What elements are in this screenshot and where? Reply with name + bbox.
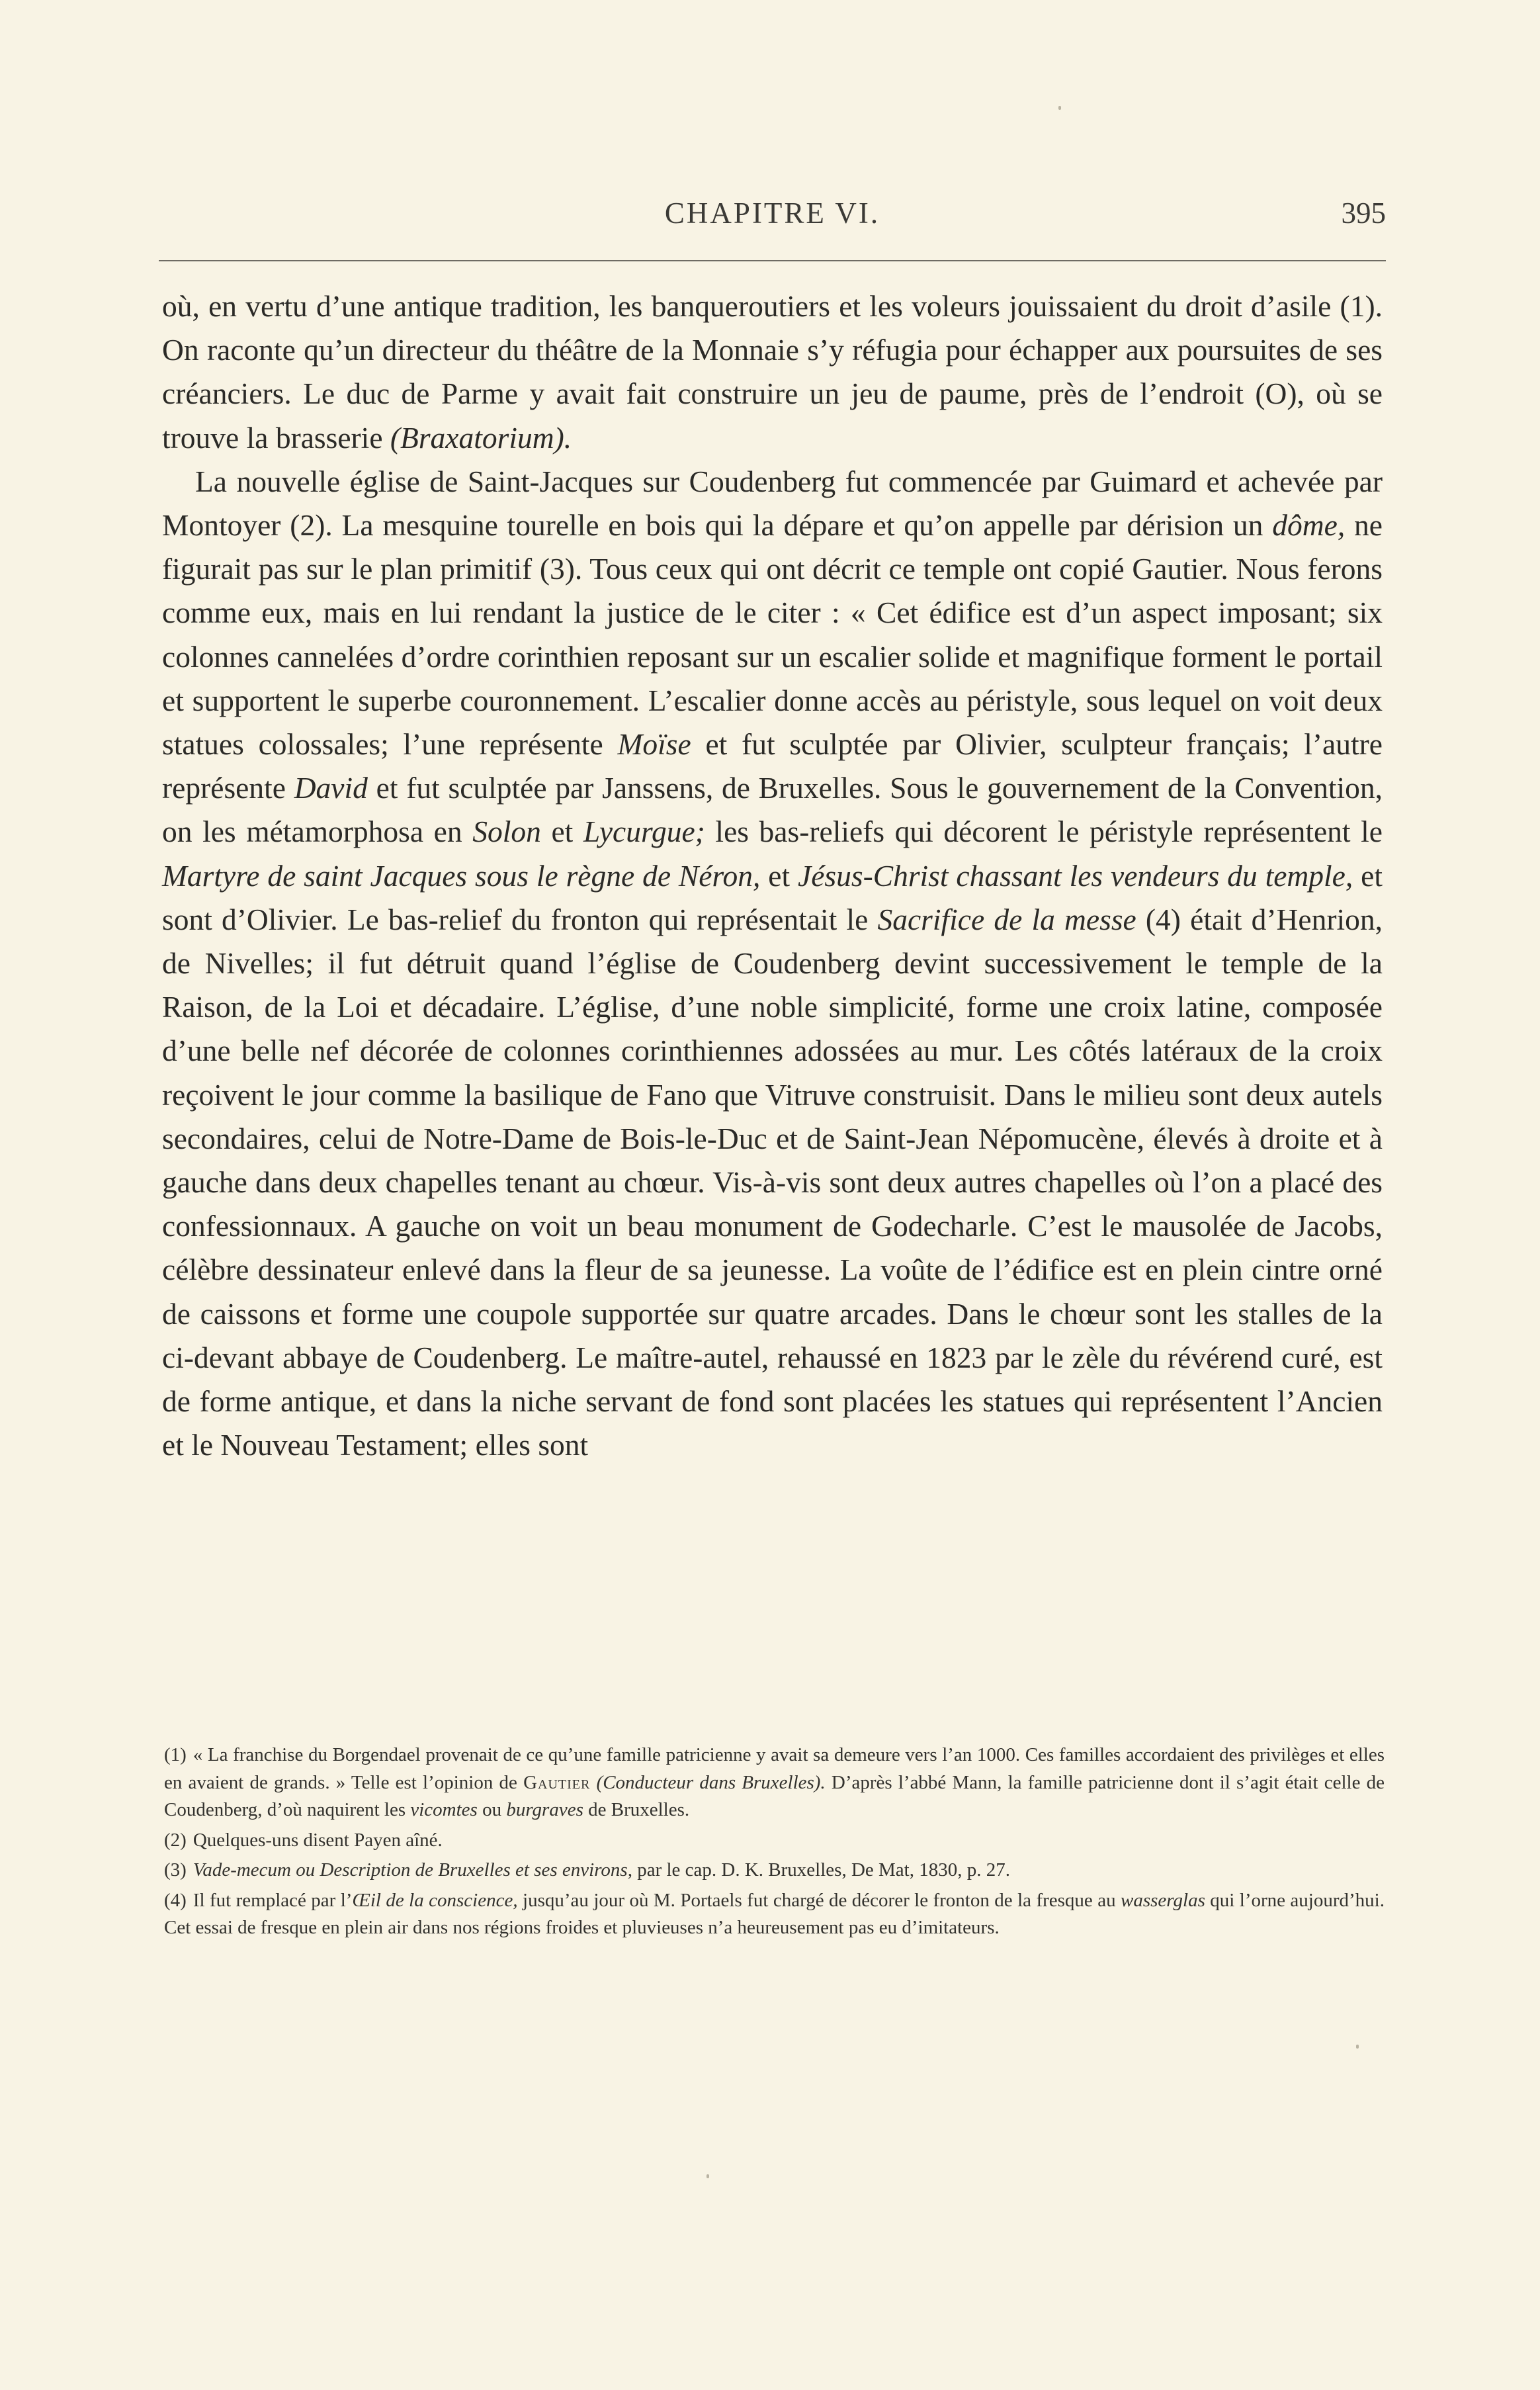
page-number: 395: [1341, 197, 1386, 230]
text-run: « La franchise du Borgendael provenait de ce qu’une famille patricienne y avait sa demeure vers l’an 1000. Ces familles accordaient des privilèges et elles en avaient de grands. » Telle est l’opinion de: [164, 1744, 1385, 1793]
italic-run: wasserglas: [1121, 1889, 1205, 1911]
text-run: jusqu’au jour où M. Portaels fut chargé de décorer le fronton de la fresque au: [517, 1889, 1121, 1911]
footnotes: [164, 1742, 1385, 1945]
italic-run: (Conducteur dans Bruxelles).: [596, 1771, 826, 1793]
italic-run: Sacrifice de la messe: [877, 902, 1136, 936]
footnote-marker: (2): [164, 1829, 187, 1851]
text-run: par le cap. D. K. Bruxelles, De Mat, 1830, p. 27.: [632, 1859, 1010, 1881]
text-run: Quelques-uns disent Payen aîné.: [192, 1829, 443, 1851]
running-head: [159, 196, 1386, 242]
header-rule: [159, 260, 1386, 261]
author-name: Gautier: [523, 1771, 591, 1793]
italic-run: Œil de la conscience,: [352, 1889, 518, 1911]
text-run: La nouvelle église de Saint-Jacques sur Coudenberg fut commencée par Guimard et achevée par Montoyer (2). La mesquine tourelle en bois qui la dépare et qu’on appelle par dérision un: [162, 464, 1383, 543]
footnote-marker: (4): [164, 1889, 187, 1911]
chapter-title: CHAPITRE VI.: [664, 197, 880, 230]
text-run: et fut sculptée par Janssens, de Bruxelles. Sous le gouvernement de la Convention, on les métamorphosa en: [162, 771, 1383, 849]
text-run: et: [760, 858, 798, 893]
text-run: de Bruxelles.: [583, 1799, 690, 1820]
text-run: où, en vertu d’une antique tradition, les banqueroutiers et les voleurs jouissaient du droit d’asile (1). On raconte qu’un directeur du théâtre de la Monnaie s’y réfugia pour échapper aux poursuites de ses créanciers. Le duc de Parme y avait fait construire un jeu de paume, près de l’endroit (O), où se trouve la brasserie: [162, 289, 1383, 455]
italic-run: burgraves: [506, 1799, 583, 1820]
footnote-marker: (3): [164, 1859, 187, 1881]
text-run: D’après l’abbé Mann, la famille patricienne dont il s’agit était celle de Coudenberg, d’où naquirent les: [164, 1771, 1385, 1820]
text-run: ou: [477, 1799, 507, 1820]
main-text: [162, 285, 1383, 1467]
text-run: qui l’orne aujourd’hui. Cet essai de fresque en plein air dans nos régions froides et pluvieuses n’a heureusement pas eu d’imitateurs.: [164, 1889, 1385, 1938]
text-run: et: [540, 815, 583, 849]
italic-run: David: [294, 771, 368, 805]
italic-run: Vade-mecum ou Description de Bruxelles et ses environs,: [192, 1859, 632, 1881]
italic-run: dôme,: [1272, 508, 1346, 543]
italic-run: (Braxatorium).: [390, 420, 572, 455]
text-run: et sont d’Olivier. Le bas-relief du fronton qui représentait le: [162, 858, 1383, 936]
footnote-4: [164, 1887, 1385, 1942]
italic-run: Jésus-Christ chassant les vendeurs du temple,: [798, 858, 1353, 893]
text-run: (4) était d’Henrion, de Nivelles; il fut détruit quand l’église de Coudenberg devint successivement le temple de la Raison, de la Loi et décadaire. L’église, d’une noble simplicité, forme une croix latine, composée d’une belle nef décorée de colonnes corinthiennes adossées au mur. Les côtés latéraux de la croix reçoivent le jour comme la basilique de Fano que Vitruve construisit. Dans le milieu sont deux autels secondaires, celui de Notre-Dame de Bois-le-Duc et de Saint-Jean Népomucène, élevés à droite et à gauche dans deux chapelles tenant au chœur. Vis-à-vis sont deux autres chapelles où l’on a placé des confessionnaux. A gauche on voit un beau monument de Godecharle. C’est le mausolée de Jacobs, célèbre dessinateur enlevé dans la fleur de sa jeunesse. La voûte de l’édifice est en plein cintre orné de caissons et forme une coupole supportée sur quatre arcades. Dans le chœur sont les stalles de la ci-devant abbaye de Coudenberg. Le maître-autel, rehaussé en 1823 par le zèle du révérend curé, est de forme antique, et dans la niche servant de fond sont placées les statues qui représentent l’Ancien et le Nouveau Testament; elles sont: [162, 902, 1383, 1462]
text-run: Il fut remplacé par l’: [192, 1889, 353, 1911]
text-run: [590, 1772, 596, 1793]
italic-run: Martyre de saint Jacques sous le règne de Néron,: [162, 858, 761, 893]
footnote-1: [164, 1742, 1385, 1824]
paragraph-1: [162, 285, 1383, 460]
text-run: les bas-reliefs qui décorent le péristyle représentent le: [705, 815, 1383, 849]
paragraph-2: [162, 460, 1383, 1468]
italic-run: vicomtes: [410, 1799, 478, 1820]
italic-run: Solon: [472, 815, 541, 849]
paper-speck: [1356, 2045, 1359, 2049]
footnote-3: [164, 1857, 1385, 1884]
footnote-marker: (1): [164, 1744, 187, 1765]
text-run: ne figurait pas sur le plan primitif (3). Tous ceux qui ont décrit ce temple ont copié Gautier. Nous ferons comme eux, mais en lui rendant la justice de le citer : « Cet édifice est d’un aspect imposant; six colonnes cannelées d’ordre corinthien reposant sur un escalier solide et magnifique forment le portail et supportent le superbe couronnement. L’escalier donne accès au péristyle, sous lequel on voit deux statues colossales; l’une représente: [162, 508, 1383, 762]
italic-run: Moïse: [617, 727, 691, 762]
paper-speck: [706, 2174, 709, 2178]
footnote-2: [164, 1827, 1385, 1855]
italic-run: Lycurgue;: [583, 815, 705, 849]
paper-speck: [1058, 106, 1061, 110]
text-run: et fut sculptée par Olivier, sculpteur français; l’autre représente: [162, 727, 1383, 805]
